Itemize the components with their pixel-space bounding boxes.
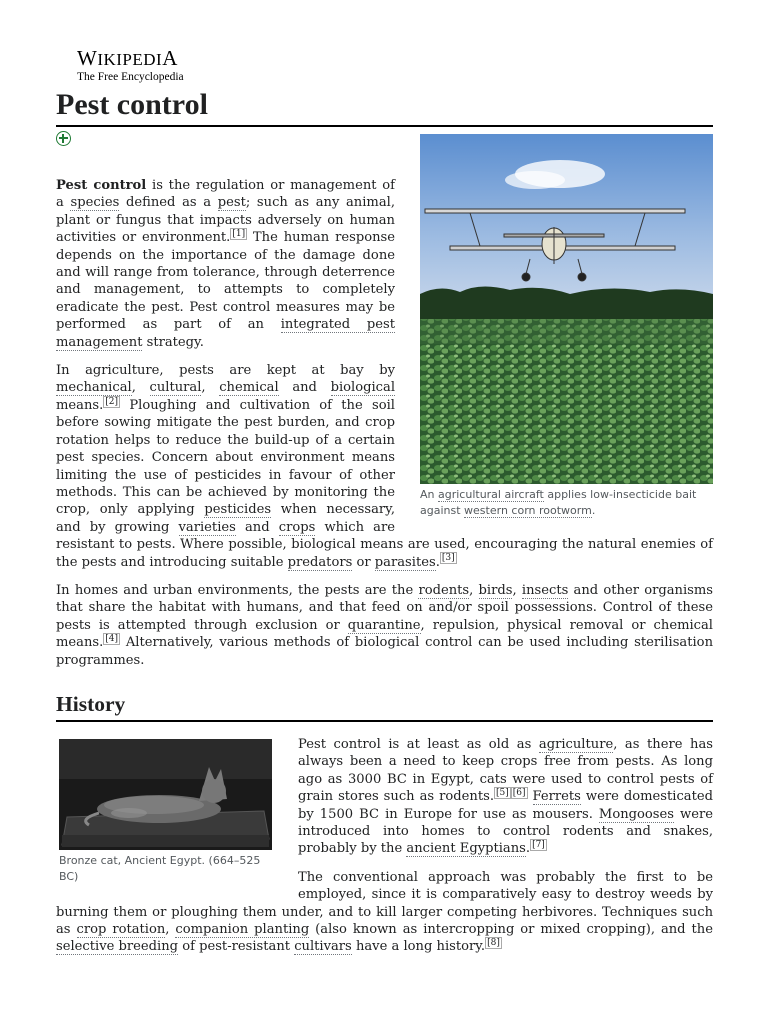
wikipedia-logo[interactable] xyxy=(56,48,713,84)
history-paragraph-2: The conventional approach was probably the first to be employed, since it is comparatively easy to destroy weeds by burning them or ploughing them under, and to kill larger competing herbivores. Techniques such as crop rotation, companion planting (also known as intercropping or mixed cropping), and the selective breeding of pest-resistant cultivars have a long history. [8] xyxy=(56,869,713,955)
link-companion-planting[interactable]: companion planting xyxy=(175,922,310,938)
link-birds[interactable]: birds xyxy=(478,582,513,598)
link-cultivars[interactable]: cultivars xyxy=(294,939,352,955)
link-mongooses[interactable]: Mongooses xyxy=(598,806,674,822)
link-insects[interactable]: insects xyxy=(521,582,569,598)
link-species[interactable]: species xyxy=(70,195,120,211)
link-varieties[interactable]: varieties xyxy=(178,519,236,535)
reference-4[interactable]: [4] xyxy=(105,633,119,644)
crop-duster-image[interactable] xyxy=(420,134,713,484)
logo-wordmark: WIKIPEDIA xyxy=(77,46,178,70)
reference-8[interactable]: [8] xyxy=(487,938,500,949)
link-cultural[interactable]: cultural xyxy=(149,380,202,396)
figure-caption: An agricultural aircraft applies low-insecticide bait against western corn rootworm. xyxy=(420,488,697,517)
reference-7[interactable]: [7] xyxy=(532,840,545,851)
section-heading-history: History xyxy=(56,691,713,722)
figure-agricultural-aircraft xyxy=(420,134,713,519)
link-agricultural-aircraft[interactable]: agricultural aircraft xyxy=(438,488,544,501)
figure-caption: Bronze cat, Ancient Egypt. (664–525 BC) xyxy=(59,853,261,883)
link-selective-breeding[interactable]: selective breeding xyxy=(56,939,179,955)
link-crops[interactable]: crops xyxy=(278,519,316,535)
link-western-corn-rootworm[interactable]: western corn rootworm xyxy=(464,504,592,517)
reference-1[interactable]: [1] xyxy=(232,228,246,239)
link-mechanical[interactable]: mechanical xyxy=(56,380,132,396)
link-quarantine[interactable]: quarantine xyxy=(347,617,421,633)
reference-6[interactable]: [6] xyxy=(512,787,526,798)
expand-plus-icon[interactable] xyxy=(56,131,71,146)
link-predators[interactable]: predators xyxy=(287,554,353,570)
reference-3[interactable]: [3] xyxy=(441,553,455,564)
page-title: Pest control xyxy=(56,88,713,127)
article-page xyxy=(56,48,713,956)
lead-paragraph-2: In agriculture, pests are kept at bay by mechanical, cultural, chemical and biological means. [2] Ploughing and cultivation of the soil before sowing mitigate the pest burden, and crop rotation helps to reduce the build-up of a certain pest species. Concern about environment means limiting the use of pesticides in favour of other methods. This can be achieved by monitoring the crop, only applying pesticides when necessary, and by growing varieties and crops which are resistant to pests. Where possible, biological means are used, encouraging the natural enemies of the pests and introducing suitable predators or parasites. [3] xyxy=(56,363,713,570)
link-agriculture[interactable]: agriculture xyxy=(538,736,614,752)
reference-2[interactable]: [2] xyxy=(105,396,119,407)
link-biological[interactable]: biological xyxy=(330,380,396,396)
link-chemical[interactable]: chemical xyxy=(219,380,279,396)
bronze-cat-image[interactable] xyxy=(59,739,272,850)
link-ancient-egyptians[interactable]: ancient Egyptians xyxy=(406,841,526,857)
link-integrated-pest-management[interactable]: integrated pest management xyxy=(56,317,395,350)
link-crop-rotation[interactable]: crop rotation xyxy=(76,922,166,938)
logo-tagline: The Free Encyclopedia xyxy=(77,71,184,83)
link-pest[interactable]: pest xyxy=(217,195,246,211)
figure-bronze-cat xyxy=(59,739,275,885)
link-pesticides[interactable]: pesticides xyxy=(204,502,272,518)
history-paragraph-1: Pest control is at least as old as agriculture, as there has always been a need to keep crops free from pests. As long ago as 3000 BC in Egypt, cats were used to control pests of grain stores such as rodents. [5] [6] Ferrets were domesticated by 1500 BC in Europe for use as mousers. Mongooses were introduced into homes to control rodents and snakes, probably by the ancient Egyptians. [7] xyxy=(298,736,714,857)
link-ferrets[interactable]: Ferrets xyxy=(532,789,581,805)
link-rodents[interactable]: rodents xyxy=(418,582,470,598)
reference-5[interactable]: [5] xyxy=(496,787,509,798)
link-parasites[interactable]: parasites xyxy=(374,554,436,570)
lead-paragraph-1: Pest control is the regulation or management of a species defined as a pest; such as any animal, plant or fungus that impacts adversely on human activities or environment. [1] The human response depends on the importance of the damage done and will range from tolerance, through deterrence and management, to attempts to completely eradicate the pest. Pest control measures may be performed as part of an integrated pest management strategy. xyxy=(56,178,396,350)
lead-paragraph-3: In homes and urban environments, the pests are the rodents, birds, insects and other organisms that share the habitat with humans, and that feed on and/or spoil possessions. Control of these pests is attempted through exclusion or quarantine, repulsion, physical removal or chemical means. [4] Alternatively, various methods of biological control can be used including sterilisation programmes. xyxy=(56,582,714,668)
